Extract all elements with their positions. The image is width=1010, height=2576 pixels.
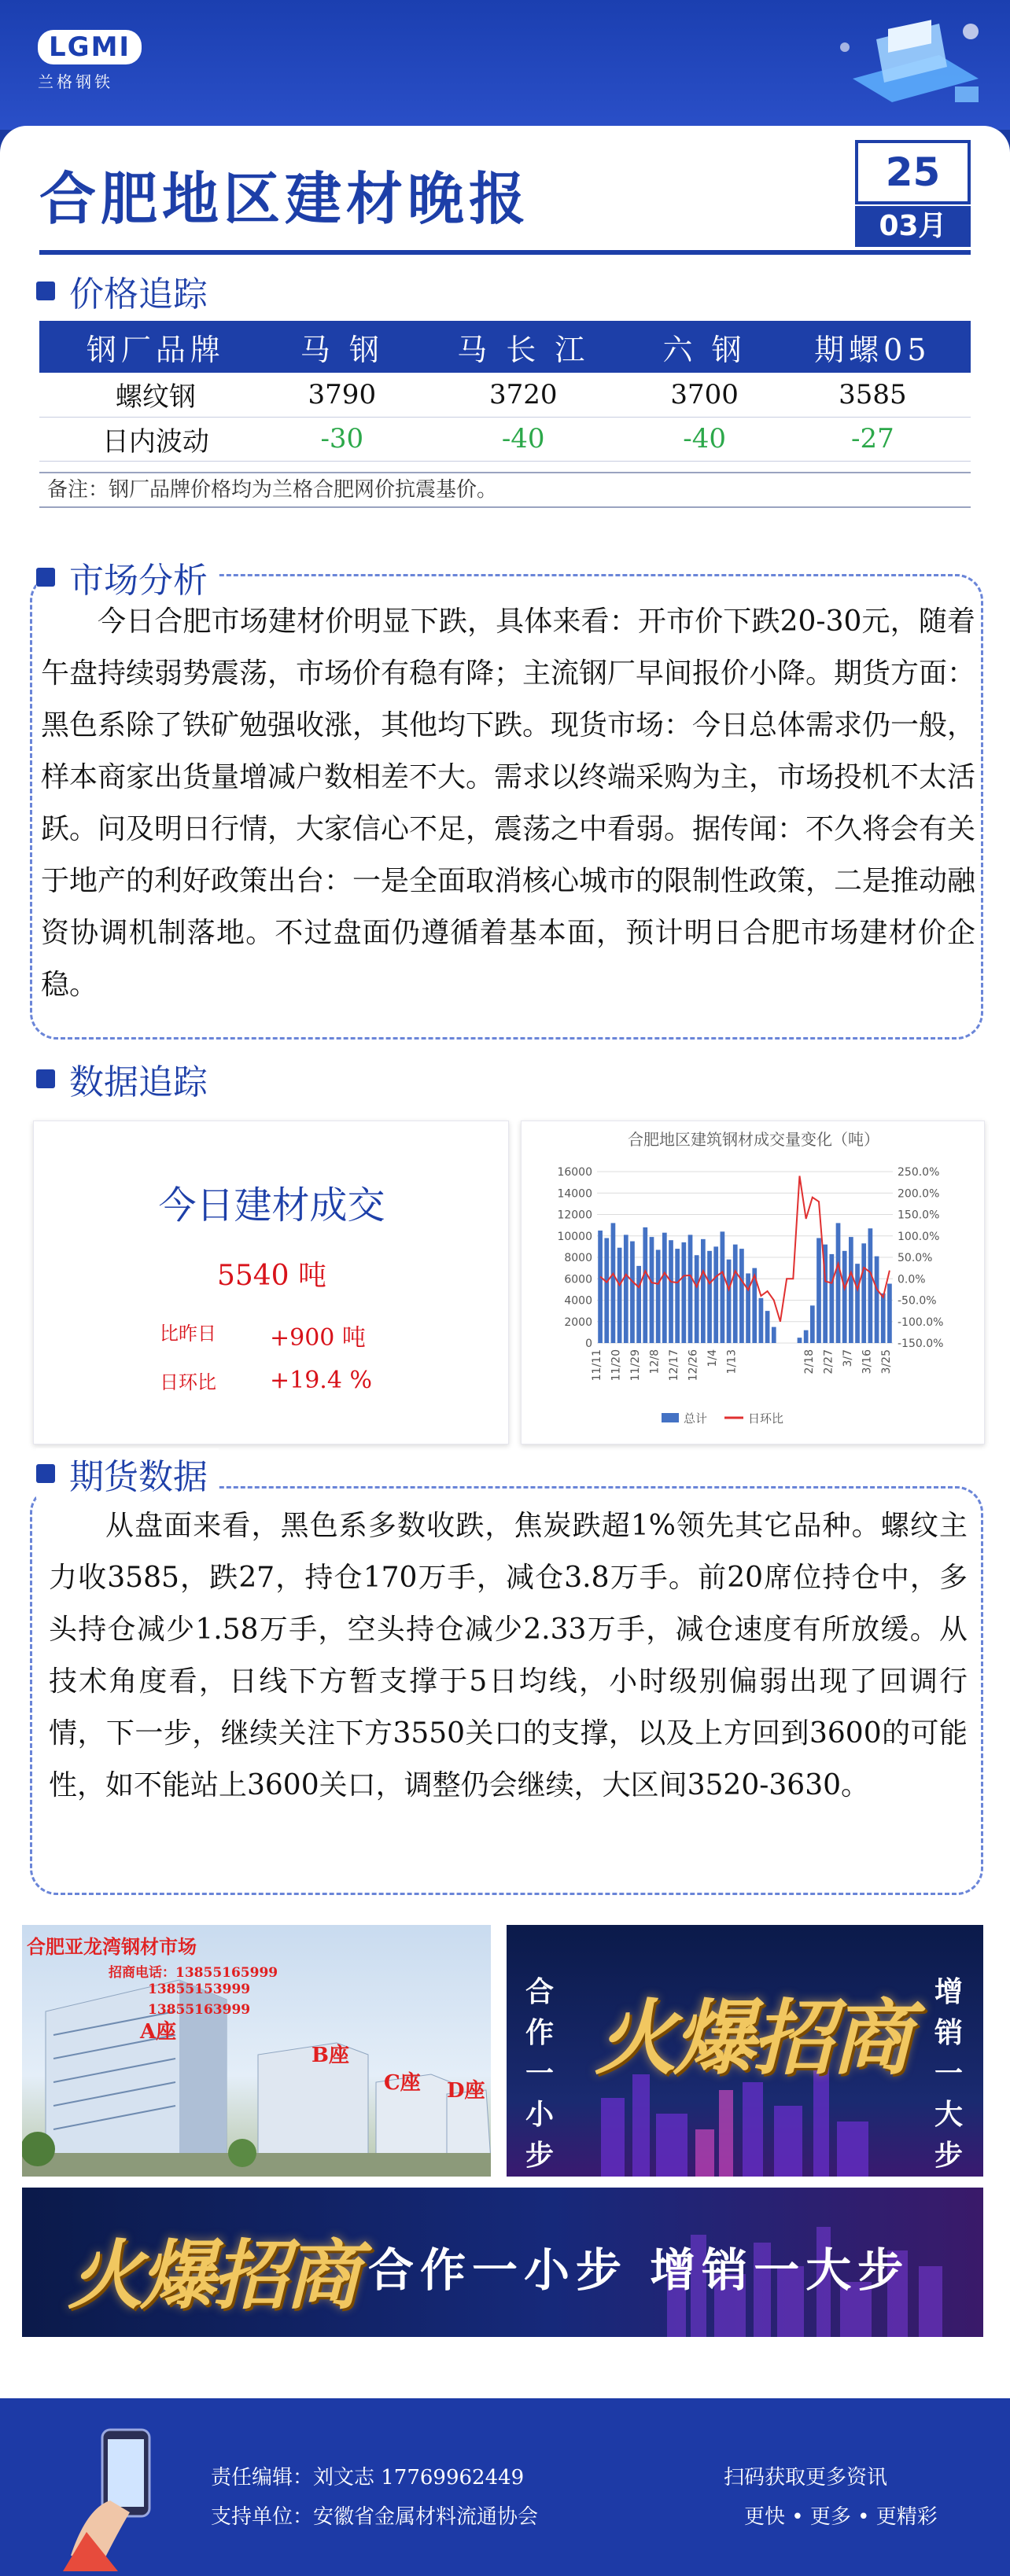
footer [0,2398,1010,2576]
bar [688,1235,693,1343]
x-tick-label: 2/27 [822,1349,835,1374]
promo-title: 火爆招商 [595,1989,910,2086]
section-bullet-icon [36,1069,55,1088]
bar [617,1248,622,1343]
bar [727,1260,732,1343]
promo-right-text: 增销一大步 [934,1976,963,2172]
phone-hand-icon [55,2414,189,2571]
ratio-value: +19.4 % [270,1367,372,1394]
wide-promo-banner[interactable] [22,2188,983,2337]
x-tick-label: 11/20 [610,1349,623,1382]
logo-mark: LGMI [38,30,142,64]
table-cell: 3585 [775,373,971,417]
x-tick-label: 12/26 [687,1349,700,1382]
building-label-d: D座 [447,2079,485,2103]
legend-swatch-bar [662,1413,679,1422]
banner-slogan: 合作一小步 增销一大步 [368,2243,910,2297]
y-left-tick-label: 10000 [557,1230,592,1243]
table-cell: 日内波动 [39,417,272,461]
building-label-b: B座 [311,2044,349,2067]
table-cell: 螺纹钢 [39,373,272,417]
column-header: 期螺05 [775,321,971,373]
bar [721,1231,725,1343]
bar [598,1231,603,1343]
column-header: 马 长 江 [412,321,635,373]
bar [650,1237,654,1343]
table-row [39,373,971,417]
footer-support: 支持单位：安徽省金属材料流通协会 [211,2505,539,2529]
bar [681,1242,686,1343]
data-section-label: 数据追踪 [69,1062,208,1102]
bar [707,1251,712,1343]
data-section-title [36,1054,208,1104]
bar [662,1233,667,1343]
bar [765,1311,770,1343]
chart-title: 合肥地区建筑钢材成交量变化（吨） [628,1130,879,1149]
y-left-tick-label: 4000 [564,1294,592,1308]
table-cell: -40 [634,417,774,461]
x-tick-label: 3/25 [879,1349,893,1374]
x-tick-label: 1/13 [725,1349,739,1374]
price-section-label: 价格追踪 [69,274,208,315]
table-cell: 3700 [634,373,774,417]
bar [798,1338,802,1343]
section-bullet-icon [36,282,55,300]
bar [695,1255,699,1343]
table-row [39,417,971,461]
ratio-row [160,1367,372,1394]
phone-label: 招商电话：13855165999 [109,1965,278,1981]
compare-row [160,1318,366,1352]
y-right-tick-label: 200.0% [898,1187,940,1201]
bar [810,1305,815,1343]
bar [656,1249,661,1343]
y-right-tick-label: 0.0% [898,1273,926,1286]
market-section-title [36,552,219,602]
footer-editor: 责任编辑：刘文志 17769962449 [211,2466,525,2490]
compare-label: 比昨日 [160,1323,216,1345]
price-section-title [36,266,208,316]
table-cell: -27 [775,417,971,461]
y-left-tick-label: 12000 [557,1209,592,1222]
price-table-header [39,321,971,373]
y-right-tick-label: 50.0% [898,1252,933,1264]
bar [643,1227,647,1343]
building-label-a: A座 [140,2020,177,2044]
lgmi-logo [38,30,148,93]
y-right-tick-label: -50.0% [898,1294,937,1308]
bar [772,1327,776,1343]
y-left-tick-label: 14000 [557,1187,592,1201]
deal-title: 今日建材成交 [158,1183,385,1227]
x-tick-label: 12/17 [668,1349,681,1382]
market-name: 合肥亚龙湾钢材市场 [27,1935,197,1958]
bar [733,1245,738,1343]
y-right-tick-label: 250.0% [898,1166,940,1179]
bar [804,1330,809,1343]
table-cell: 3720 [412,373,635,417]
bar [868,1228,873,1343]
x-tick-label: 2/18 [802,1349,816,1374]
bar [624,1235,628,1343]
price-table [39,321,971,462]
bar [875,1257,879,1343]
y-right-tick-label: -150.0% [898,1338,944,1350]
futures-text: 从盘面来看，黑色系多数收跌，焦炭跌超1%领先其它品种。螺纹主力收3585，跌27，持仓170万手，减仓3.8万手。前20席位持仓中，多头持仓减少1.58万手，空头持仓减少2.33万手，减仓速度有所放缓。从技术角度看，日线下方暂支撑于5日均线，小时级别偏弱出现了回调行情，下一步，继续关注下方3550关口的支撑，以及上方回到3600的可能性，如不能站上3600关口，调整仍会继续，大区间3520-3630。 [49,1510,968,1801]
bar [861,1243,866,1343]
logo-subtitle: 兰格钢铁 [38,72,113,91]
bar [739,1249,744,1343]
bar [636,1266,641,1343]
bar [829,1254,834,1343]
bar [849,1237,853,1343]
promo-left-text: 合作一小步 [525,1976,554,2172]
tech-illustration [821,8,994,126]
volume-chart-card [521,1121,985,1444]
bar [746,1273,750,1343]
column-header: 马 钢 [272,321,412,373]
section-bullet-icon [36,568,55,587]
y-left-tick-label: 0 [585,1338,592,1350]
title-divider [39,250,971,255]
legend-label: 总计 [684,1411,708,1426]
table-cell: -40 [412,417,635,461]
market-section-label: 市场分析 [69,561,208,601]
x-tick-label: 12/8 [648,1349,662,1374]
compare-value: +900 吨 [270,1324,366,1352]
bar [836,1223,841,1343]
bar [855,1264,860,1343]
promo-ad-banner[interactable] [507,1925,983,2177]
x-tick-label: 11/29 [629,1349,643,1382]
section-bullet-icon [36,1464,55,1483]
bar [604,1238,609,1343]
date-month: 03月 [855,206,971,247]
column-header: 六 钢 [634,321,774,373]
x-tick-label: 11/11 [591,1349,604,1382]
x-tick-label: 1/4 [706,1349,720,1367]
phone-3: 13855163999 [148,2002,251,2018]
bar [759,1298,764,1343]
page-title: 合肥地区建材晚报 [39,166,531,232]
bar [881,1294,886,1343]
bar [816,1238,821,1343]
building-label-c: C座 [384,2071,421,2095]
banner-title: 火爆招商 [68,2231,357,2320]
y-left-tick-label: 2000 [564,1316,592,1329]
futures-section-label: 期货数据 [69,1457,208,1497]
bar [630,1242,635,1343]
date-day: 25 [855,140,971,204]
volume-chart [522,1121,986,1445]
bar [887,1284,892,1343]
bar [669,1240,673,1343]
bar [675,1249,680,1343]
y-left-tick-label: 6000 [564,1273,592,1286]
phone-2: 13855153999 [148,1982,251,1997]
footer-tagline: 更快 • 更多 • 更精彩 [744,2505,938,2529]
bar [701,1239,706,1343]
bar [611,1223,616,1343]
deal-volume-card [33,1121,509,1444]
y-right-tick-label: 150.0% [898,1209,940,1222]
market-analysis-text: 今日合肥市场建材价明显下跌，具体来看：开市价下跌20-30元，随着午盘持续弱势震荡，市场价有稳有降；主流钢厂早间报价小降。期货方面：黑色系除了铁矿勉强收涨，其他均下跌。现货市场：今日总体需求仍一般，样本商家出货量增减户数相差不大。需求以终端采购为主，市场投机不太活跃。问及明日行情，大家信心不足，震荡之中看弱。据传闻：不久将会有关于地产的利好政策出台：一是全面取消核心城市的限制性政策，二是推动融资协调机制落地。不过盘面仍遵循着基本面，预计明日合肥市场建材价企稳。 [41,605,976,1001]
x-tick-label: 3/16 [861,1349,874,1374]
market-ad-banner[interactable] [22,1925,491,2177]
deal-volume: 5540 吨 [216,1260,327,1292]
y-right-tick-label: -100.0% [898,1316,944,1329]
y-left-tick-label: 16000 [557,1166,592,1179]
y-right-tick-label: 100.0% [898,1230,940,1243]
column-header: 钢厂品牌 [39,321,272,373]
bar [842,1251,847,1343]
futures-section-title [36,1448,219,1499]
x-tick-label: 3/7 [841,1349,854,1367]
legend-label: 日环比 [748,1411,784,1426]
table-cell: -30 [272,417,412,461]
ratio-label: 日环比 [160,1371,216,1393]
y-left-tick-label: 8000 [564,1252,592,1264]
table-cell: 3790 [272,373,412,417]
price-note: 备注：钢厂品牌价格均为兰格合肥网价抗震基价。 [39,472,971,508]
footer-scan: 扫码获取更多资讯 [724,2466,888,2490]
bar [713,1246,718,1343]
